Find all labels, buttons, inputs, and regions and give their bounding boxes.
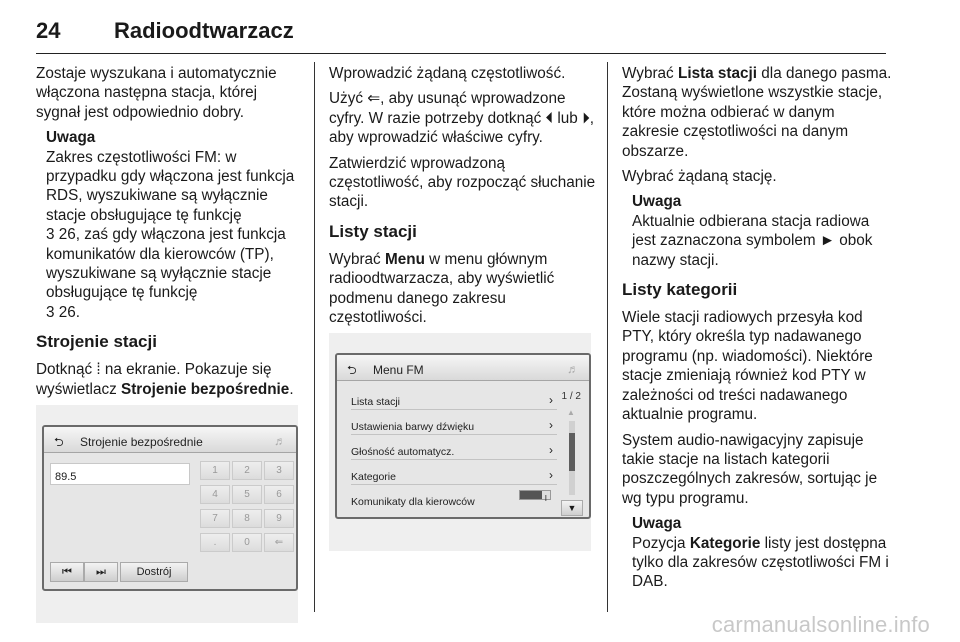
paragraph: Zatwierdzić wprowadzoną częstotliwość, aby rozpocząć słuchanie stacji. — [329, 154, 596, 211]
scroll-down-button[interactable] — [561, 500, 583, 516]
paragraph: Wybrać żądaną stację. — [622, 168, 777, 186]
paragraph — [622, 64, 892, 161]
keypad-key[interactable]: 7 — [200, 509, 230, 528]
skip-forward-icon: ⏭ — [96, 566, 106, 579]
scrollbar[interactable] — [569, 421, 575, 495]
paragraph: Wprowadzić żądaną częstotliwość. — [329, 65, 566, 82]
text: Wybrać — [622, 65, 678, 82]
music-note-icon: ♬ — [274, 434, 286, 449]
chapter-title: Radioodtwarzacz — [114, 18, 294, 43]
scroll-down-icon: ▼ — [567, 503, 577, 514]
reference-page: 26 — [58, 303, 76, 321]
chevron-right-icon: › — [549, 393, 553, 408]
page-number: 24 — [36, 18, 61, 43]
keypad-key[interactable]: 2 — [232, 461, 262, 480]
paragraph: System audio-nawigacyjny zapisuje takie stacje na listach kategorii poszczególnych zakresów, sortując je wg typu programu. — [622, 431, 878, 507]
emphasis: Kategorie — [689, 534, 761, 552]
toggle-switch[interactable] — [519, 490, 551, 504]
text: lub — [553, 109, 583, 127]
tune-button[interactable]: Dostrój — [120, 562, 188, 582]
menu-item-label: Ustawienia barwy dźwięku — [351, 421, 475, 434]
keypad-key[interactable]: 1 — [200, 461, 230, 480]
note-title: Uwaga — [632, 193, 682, 211]
text: w menu głównym radioodtwarzacza, aby wyświetlić podmenu danego zakresu częstotliwości. — [329, 250, 555, 327]
column-1 — [36, 64, 304, 623]
keypad-key[interactable]: 0 — [232, 533, 262, 552]
keypad-key[interactable]: 3 — [264, 461, 294, 480]
text: , aby wprowadzić właściwe cyfry. — [329, 109, 594, 147]
menu-item-categories[interactable] — [351, 462, 557, 485]
tune-keypad-icon: ⁞ — [96, 361, 101, 379]
page-reference[interactable]: 3 26. — [46, 303, 81, 321]
keypad-key[interactable]: 5 — [232, 485, 262, 504]
screenshot-fm-menu — [329, 333, 591, 551]
text: listy jest dostępna tylko dla zakresów częstotliwości FM i DAB. — [632, 534, 889, 591]
menu-item-label: Kategorie — [351, 471, 396, 484]
text: na ekranie. Pokazuje się wyświetlacz — [36, 361, 272, 398]
column-divider — [607, 62, 608, 612]
toggle-mark: I — [544, 494, 547, 504]
menu-item-label: Lista stacji — [351, 396, 401, 409]
column-2 — [329, 64, 597, 551]
reference-arrow-icon: 3 — [46, 226, 55, 244]
paragraph: Zostaje wyszukana i automatycznie włączona następna stacja, której sygnał jest odpowiednio dobry. — [36, 65, 277, 121]
note-title: Uwaga — [46, 129, 96, 147]
skip-back-icon: ⏮ — [62, 566, 72, 579]
column-3 — [622, 64, 892, 598]
scroll-up-icon[interactable]: ▲ — [567, 408, 575, 418]
back-arrow-icon[interactable]: ⮌ — [347, 363, 357, 378]
seek-forward-button[interactable] — [84, 562, 118, 582]
back-arrow-icon[interactable]: ⮌ — [54, 435, 64, 450]
chevron-right-icon: › — [549, 418, 553, 433]
paragraph — [329, 250, 597, 328]
backspace-icon: ⇐ — [367, 90, 381, 108]
text: dla danego pasma. Zostaną wyświetlone wszystkie stacje, które można odbierać w danym zakresie częstotliwości na danym obszarze. — [622, 65, 892, 160]
note-title: Uwaga — [632, 515, 682, 533]
toggle-knob — [520, 491, 542, 499]
section-heading: Strojenie stacji — [36, 332, 157, 352]
screen-title-bar — [44, 427, 296, 453]
keypad-key[interactable]: 8 — [232, 509, 262, 528]
section-heading: Listy stacji — [329, 221, 417, 241]
paragraph: Wiele stacji radiowych przesyła kod PTY, który określa typ nadawanego programu (np. wiadomości). Niektóre stacje zmieniają również kod PTY w zależności od treści nadawanego aktualnie programu. — [622, 309, 873, 424]
seek-back-button[interactable] — [50, 562, 84, 582]
menu-item-tone-settings[interactable] — [351, 412, 557, 435]
screen-title: Strojenie bezpośrednie — [80, 435, 203, 450]
note-text: Aktualnie odbierana stacja radiowa jest zaznaczona symbolem ► obok nazwy stacji. — [632, 212, 873, 269]
display-screen — [335, 353, 591, 519]
menu-item-label: Głośność automatycz. — [351, 446, 455, 459]
frequency-input[interactable]: 89.5 — [50, 463, 190, 485]
menu-item-auto-volume[interactable] — [351, 437, 557, 460]
step-left-icon: ⏴ — [545, 109, 554, 127]
keypad-key[interactable]: 6 — [264, 485, 294, 504]
menu-item-station-list[interactable] — [351, 387, 557, 410]
watermark: carmanualsonline.info — [711, 612, 930, 637]
paragraph — [36, 360, 304, 399]
note — [632, 514, 892, 592]
screenshot-direct-tuning — [36, 405, 298, 623]
note — [632, 192, 892, 270]
note-text: , zaś gdy włączona jest funkcja komunikatów dla kierowców (TP), wyszukiwane są wyłącznie stacje obsługujące tę funkcję — [46, 226, 286, 302]
page-header — [36, 10, 886, 54]
column-divider — [314, 62, 315, 612]
emphasis: Strojenie bezpośrednie — [121, 380, 290, 398]
text: Wybrać — [329, 250, 385, 268]
note-text: Zakres częstotliwości FM: w przypadku gdy włączona jest funkcja RDS, wyszukiwane są wyłącznie stacje obsługujące tę funkcję — [46, 148, 295, 224]
text: . — [289, 380, 294, 398]
chevron-right-icon: › — [549, 443, 553, 458]
text: , aby usunąć wprowadzone cyfry. W razie potrzeby dotknąć — [329, 90, 566, 127]
keypad-key[interactable]: 4 — [200, 485, 230, 504]
keypad-key[interactable]: . — [200, 533, 230, 552]
screen-title: Menu FM — [373, 363, 424, 378]
reference-page: 26 — [58, 226, 76, 244]
emphasis: Menu — [384, 250, 425, 268]
text: Użyć — [329, 90, 368, 108]
chevron-right-icon: › — [549, 468, 553, 483]
emphasis: Lista stacji — [677, 65, 758, 82]
page-reference[interactable] — [46, 226, 76, 243]
scrollbar-thumb[interactable] — [569, 433, 575, 471]
section-heading: Listy kategorii — [622, 280, 738, 300]
page-indicator: 1 / 2 — [561, 391, 581, 403]
screen-title-bar — [337, 355, 589, 381]
note — [46, 128, 304, 322]
reference-arrow-icon: 3 — [46, 303, 55, 321]
step-right-icon: ⏵ — [582, 109, 590, 127]
keypad-key[interactable]: 9 — [264, 509, 294, 528]
text: Pozycja — [632, 534, 690, 552]
menu-item-label: Komunikaty dla kierowców — [351, 496, 475, 509]
menu-item-traffic-announcements[interactable] — [351, 487, 557, 510]
text: Dotknąć — [36, 361, 93, 379]
backspace-key[interactable]: ⇐ — [264, 533, 294, 552]
paragraph — [329, 89, 597, 147]
music-note-icon: ♬ — [567, 362, 579, 377]
display-screen — [42, 425, 298, 591]
